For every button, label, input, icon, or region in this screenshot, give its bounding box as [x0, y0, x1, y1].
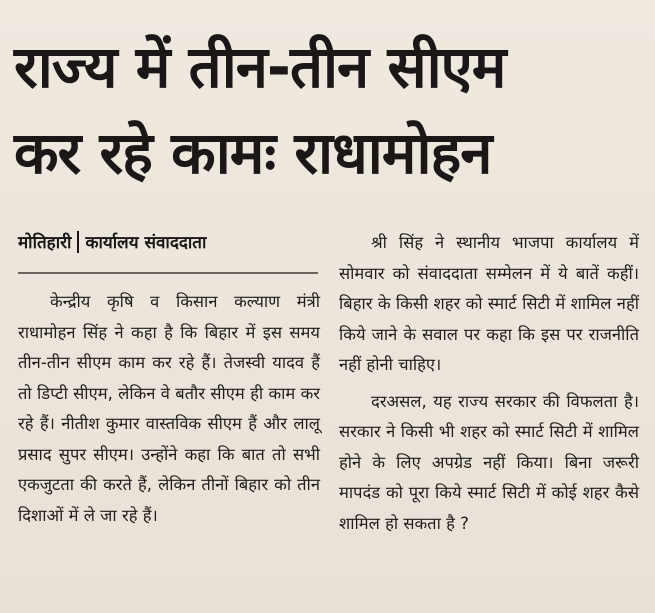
byline-rule [18, 272, 318, 274]
reporter-credit: कार्यालय संवाददाता [85, 233, 207, 253]
headline-line-1: राज्य में तीन-तीन सीएम [14, 33, 506, 101]
column-right [339, 228, 639, 539]
byline [18, 230, 206, 253]
byline-separator [77, 231, 79, 253]
paragraph-left: केन्द्रीय कृषि व किसान कल्याण मंत्री राधामोहन सिंह ने कहा है कि बिहार में इस समय तीन-तीन सीएम काम कर रहे हैं। तेजस्वी यादव हैं तो डिप्टी सीएम, लेकिन वे बतौर सीएम ही काम कर रहे हैं। नीतीश कुमार वास्तविक सीएम हैं और लालू प्रसाद सुपर सीएम। उन्होंने कहा कि बात तो सभी एकजुटता की करते हैं, लेकिन तीनों बिहार को तीन दिशाओं में ले जा रहे हैं। [18, 292, 320, 525]
paragraph-right-2: दरअसल, यह राज्य सरकार की विफलता है। सरकार ने किसी भी शहर को स्मार्ट सिटी में शामिल होने के लिए अपग्रेड नहीं किया। बिना जरूरी मापदंड को पूरा किये स्मार्ट सिटी में कोई शहर कैसे शामिल हो सकता है ? [339, 391, 639, 533]
headline-line-2: कर रहे कामः राधामोहन [14, 119, 492, 187]
headline [14, 24, 644, 196]
dateline: मोतिहारी [18, 233, 72, 253]
column-left [18, 287, 320, 531]
paragraph-right-1: श्री सिंह ने स्थानीय भाजपा कार्यालय में सोमवार को संवाददाता सम्मेलन में ये बातें कहीं। बिहार के किसी शहर को स्मार्ट सिटी में शामिल नहीं किये जाने के सवाल पर कहा कि इस पर राजनीति नहीं होनी चाहिए। [339, 233, 639, 374]
